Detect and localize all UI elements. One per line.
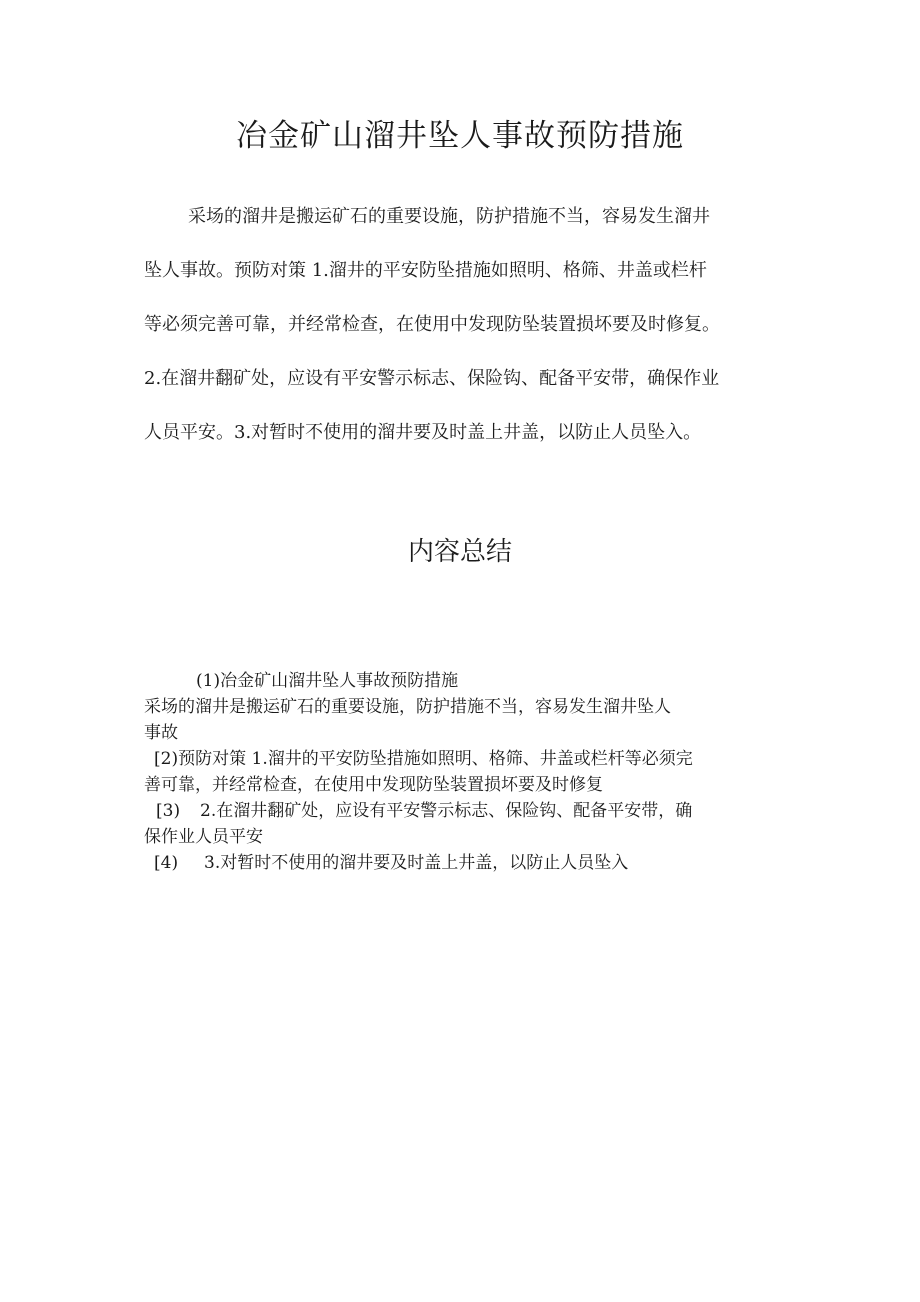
body-line: 等必须完善可靠，并经常检查，在使用中发现防坠装置损坏要及时修复。 [144, 314, 720, 335]
summary-item-number: [3) [156, 801, 181, 821]
summary-item-3 [144, 798, 784, 850]
summary-line [144, 668, 784, 694]
summary-line [144, 798, 784, 824]
body-line: 坠人事故。预防对策 1.溜井的平安防坠措施如照明、格筛、井盖或栏杆 [144, 260, 707, 281]
summary-list [144, 668, 784, 876]
summary-item-text: 3.对暂时不使用的溜井要及时盖上井盖，以防止人员坠入 [204, 853, 629, 873]
summary-item-number: [4) [154, 853, 179, 873]
summary-item-number: [2) [154, 749, 179, 769]
summary-item-text: 冶金矿山溜井坠人事故预防措施 [220, 671, 459, 691]
summary-line: 事故 [144, 723, 178, 743]
body-line: 2.在溜井翻矿处，应设有平安警示标志、保险钩、配备平安带，确保作业 [144, 368, 720, 389]
summary-item-text: 2.在溜井翻矿处，应设有平安警示标志、保险钩、配备平安带，确 [200, 801, 693, 821]
summary-line: 善可靠，并经常检查，在使用中发现防坠装置损坏要及时修复 [144, 775, 603, 795]
summary-item-number: (1) [196, 671, 221, 691]
summary-item-text: 预防对策 1.溜井的平安防坠措施如照明、格筛、井盖或栏杆等必须完 [178, 749, 693, 769]
summary-item-4 [144, 850, 784, 876]
summary-title: 内容总结 [407, 537, 512, 567]
summary-item-2 [144, 746, 784, 798]
body-line: 人员平安。3.对暂时不使用的溜井要及时盖上井盖，以防止人员坠入。 [144, 422, 702, 443]
summary-line [144, 746, 784, 772]
document-title: 冶金矿山溜井坠人事故预防措施 [236, 118, 684, 154]
body-line: 采场的溜井是搬运矿石的重要设施，防护措施不当，容易发生溜井 [188, 206, 710, 227]
summary-item-1 [144, 668, 784, 746]
summary-line: 采场的溜井是搬运矿石的重要设施，防护措施不当，容易发生溜井坠人 [144, 697, 671, 717]
summary-line [144, 850, 784, 876]
body-paragraph [144, 190, 792, 460]
summary-line: 保作业人员平安 [144, 827, 263, 847]
